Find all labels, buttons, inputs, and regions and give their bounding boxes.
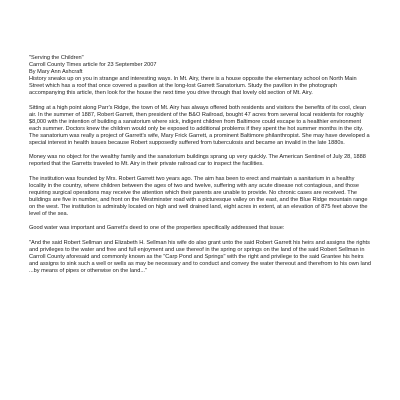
paragraph-6: "And the said Robert Sellman and Elizabeth H. Sellman his wife do also grant unto the said Robert Garrett his heirs and assigns the rights and privileges to the water and free and full enjoyment and use thereof in the spring or springs on the land of the said Robert Sellman in Carroll County aforesaid and commonly known as the "Carp Pond and Springs" with the right and privilege to the said Grantee his heirs and assigns to sink such a well or wells as may be necessary and to conduct and convey the water thereout and therefrom to his own land ...by means of pipes or otherwise on the land..." xyxy=(29,239,372,274)
paragraph-1: History sneaks up on you in strange and interesting ways. In Mt. Airy, there is a house opposite the elementary school on North Main Street which has a roof that once covered a pavilion at the long-lost Garrett Sanatorium. Study the pavilion in the photograph accompanying this article, then look for the house the next time you drive through that lovely old section of Mt. Airy. xyxy=(29,76,357,96)
paragraph-2: Sitting at a high point along Parr's Ridge, the town of Mt. Airy has always offered both residents and visitors the benefits of its cool, clean air. In the summer of 1887, Robert Garrett, then president of the B&O Railroad, bought 47 acres from several local residents for roughly $8,000 with the intention of building a sanatorium where sick, indigent children from Baltimore could escape to a healthier environment each summer. Doctors knew the children would only be exposed to additional problems if they spent the hot summer months in the city. The sanatorium was really a project of Garrett's wife, Mary Frick Garrett, a prominent Baltimore philanthropist. She may have developed a special interest in health issues because Robert supposedly suffered from tuberculosis and became an invalid in the late 1880s. xyxy=(29,104,370,146)
article-source: Carroll County Times article for 23 September 2007 xyxy=(29,62,157,68)
paragraph-3: Money was no object for the wealthy family and the sanatorium buildings sprang up very quickly. The American Sentinel of July 28, 1888 reported that the Garretts traveled to Mt. Airy in their private railroad car to inspect the facilities. xyxy=(29,154,366,167)
article-byline: By Mary Ann Ashcraft xyxy=(29,69,83,75)
article-title: "Serving the Children" xyxy=(29,55,84,61)
paragraph-5: Good water was important and Garrett's deed to one of the properties specifically addressed that issue: xyxy=(29,225,285,231)
article-body xyxy=(29,55,372,282)
paragraph-4: The institution was founded by Mrs. Robert Garrett two years ago. The aim has been to erect and maintain a sanitarium in a healthy locality in the country, where children between the ages of two and twelve, suffering with any acute disease not contagious, and those requiring surgical operations may receive the attention which their parents are unable to provide. No chronic cases are received. The buildings are five in number, and front on the Westminster road with a picturesque valley on the east, and the Blue Ridge mountain range on the west. The institution is admirably located on high and well drained land, eight acres in extent, at an elevation of 875 feet above the level of the sea. xyxy=(29,175,368,217)
